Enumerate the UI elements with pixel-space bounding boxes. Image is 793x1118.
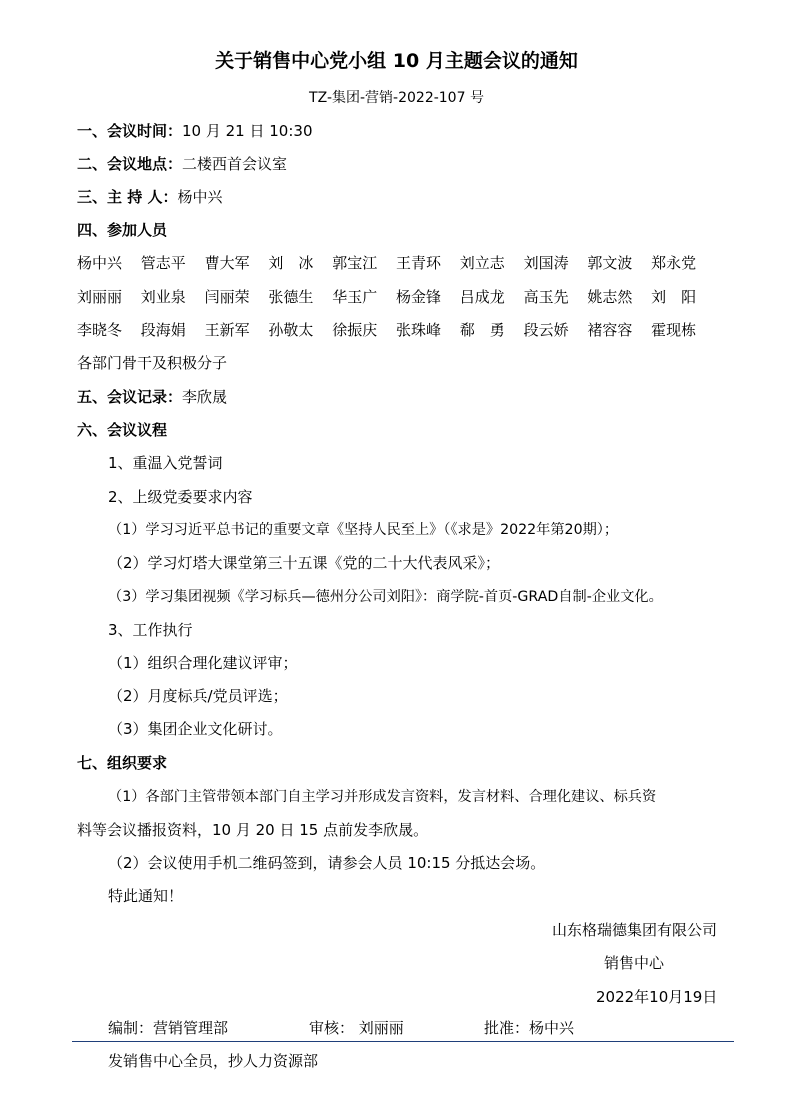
attendee: 管志平: [140, 254, 186, 272]
agenda-item-2-sub-2: （2）学习灯塔大课堂第三十五课《党的二十大代表风采》；: [108, 554, 501, 572]
agenda-item-2: 2、上级党委要求内容: [108, 488, 253, 506]
section-place: [77, 154, 287, 174]
attendee: 姚志然: [587, 288, 633, 306]
footer-distribution: 发销售中心全员，抄人力资源部: [108, 1052, 319, 1070]
requirement-1-line-2: 料等会议播报资料，10 月 20 日 15 点前发李欣晟。: [77, 821, 429, 839]
attendee: 杨金锋: [395, 288, 441, 306]
footer-divider: [72, 1041, 734, 1042]
agenda-item-3-sub-3: （3）集团企业文化研讨。: [108, 720, 283, 738]
attendee: 郭文波: [587, 254, 633, 272]
attendee: 郑永党: [651, 254, 697, 272]
section-host: [77, 187, 222, 207]
attendee: 刘丽丽: [77, 288, 123, 306]
attendee: 闫丽荣: [204, 288, 250, 306]
footer-approved: 批准：杨中兴: [484, 1019, 575, 1037]
section-attendees-heading: 四、参加人员: [77, 221, 168, 239]
attendee: 曹大军: [204, 254, 250, 272]
attendee: 孙敬太: [268, 321, 314, 339]
section-recorder-label: 五、会议记录：: [77, 388, 183, 406]
attendee: 刘 阳: [651, 288, 697, 306]
attendee: 刘国涛: [523, 254, 569, 272]
attendee: 王青环: [395, 254, 441, 272]
attendee: 吕成龙: [459, 288, 505, 306]
section-agenda-heading: 六、会议议程: [77, 421, 168, 439]
attendee: 段云娇: [523, 321, 569, 339]
attendee: 高玉先: [523, 288, 569, 306]
section-host-value: 杨中兴: [177, 188, 223, 206]
attendee: 刘立志: [459, 254, 505, 272]
attendee: 褚容容: [587, 321, 633, 339]
section-recorder: [77, 387, 227, 407]
agenda-item-2-sub-3: （3）学习集团视频《学习标兵—德州分公司刘阳》：商学院-首页-GRAD自制-企业文化。: [108, 589, 663, 605]
requirement-2: （2）会议使用手机二维码签到，请参会人员 10:15 分抵达会场。: [108, 854, 546, 872]
attendee: 霍现栋: [651, 321, 697, 339]
requirement-1-line-1: （1）各部门主管带领本部门自主学习并形成发言资料，发言材料、合理化建议、标兵资: [108, 789, 657, 805]
attendee: 徐振庆: [332, 321, 378, 339]
attendee: 张德生: [268, 288, 314, 306]
attendee: 李晓冬: [77, 321, 123, 339]
footer-compiled: 编制：营销管理部: [108, 1019, 229, 1037]
section-place-value: 二楼西首会议室: [182, 155, 288, 173]
agenda-item-3-sub-2: （2）月度标兵/党员评选；: [108, 687, 288, 705]
section-recorder-value: 李欣晟: [182, 388, 228, 406]
section-requirements-heading: 七、组织要求: [77, 754, 168, 772]
section-host-label: 三、主 持 人：: [77, 188, 178, 206]
signature-date: 2022年10月19日: [596, 988, 718, 1006]
attendees-row-1: [77, 253, 715, 273]
attendee: 段海娟: [140, 321, 186, 339]
section-time-label: 一、会议时间：: [77, 122, 183, 140]
attendees-row-2: [77, 287, 715, 307]
attendee: 刘 冰: [268, 254, 314, 272]
signature-company: 山东格瑞德集团有限公司: [551, 921, 717, 939]
section-place-label: 二、会议地点：: [77, 155, 183, 173]
footer-reviewed: 审核： 刘丽丽: [309, 1019, 404, 1037]
signature-dept: 销售中心: [604, 954, 665, 972]
document-title: 关于销售中心党小组 10 月主题会议的通知: [215, 50, 578, 72]
section-time-value: 10 月 21 日 10:30: [182, 122, 313, 140]
attendee: 刘业泉: [140, 288, 186, 306]
attendees-extra: 各部门骨干及积极分子: [77, 354, 228, 372]
attendee: 郗 勇: [459, 321, 505, 339]
document-number: TZ-集团-营销-2022-107 号: [309, 90, 484, 106]
section-time: [77, 121, 313, 141]
agenda-item-3: 3、工作执行: [108, 621, 193, 639]
attendee: 王新军: [204, 321, 250, 339]
agenda-item-2-sub-1: （1）学习习近平总书记的重要文章《坚持人民至上》（《求是》2022年第20期）；: [108, 522, 619, 538]
agenda-item-3-sub-1: （1）组织合理化建议评审；: [108, 654, 298, 672]
attendee: 张珠峰: [395, 321, 441, 339]
agenda-item-1: 1、重温入党誓词: [108, 454, 223, 472]
closing-text: 特此通知！: [108, 887, 184, 905]
attendee: 郭宝江: [332, 254, 378, 272]
attendees-row-3: [77, 320, 715, 340]
attendee: 华玉广: [332, 288, 378, 306]
attendee: 杨中兴: [77, 254, 123, 272]
